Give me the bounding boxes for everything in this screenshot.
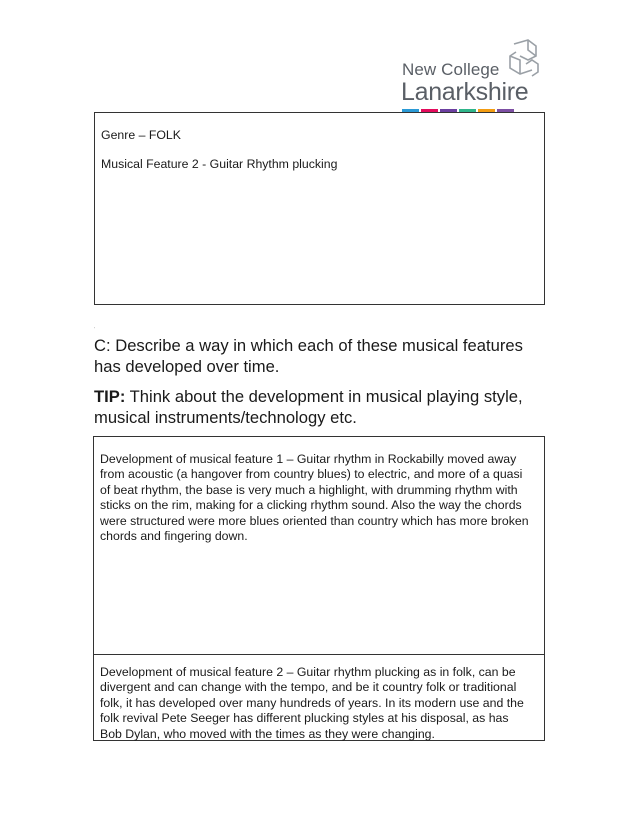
question-line-2: has developed over time.	[94, 357, 280, 376]
logo-text-new-college: New College	[402, 60, 500, 79]
answer-divider	[94, 654, 544, 655]
tip-line-1	[94, 386, 523, 407]
tip-label: TIP:	[94, 387, 126, 406]
genre-text: Genre – FOLK	[101, 128, 181, 142]
tip-text-1: Think about the development in musical playing style,	[125, 387, 523, 406]
musical-feature-text: Musical Feature 2 - Guitar Rhythm plucking	[101, 157, 338, 171]
logo-text-lanarkshire: Lanarkshire	[401, 78, 529, 106]
question-line-1: C: Describe a way in which each of these musical features	[94, 336, 523, 355]
college-emblem-icon	[502, 38, 542, 78]
college-logo	[398, 38, 548, 114]
development-answer-box	[93, 436, 545, 741]
genre-feature-box	[94, 112, 545, 305]
tip-line-2: musical instruments/technology etc.	[94, 408, 357, 427]
stray-mark: '	[94, 327, 95, 333]
feature-1-development-text: Development of musical feature 1 – Guitar rhythm in Rockabilly moved away from acoustic (a hangover from country blues) to electric, and more of a quasi of beat rhythm, the base is very much a highlight, with drumming rhythm with sticks on the rim, making for a clicking rhythm sound. Also the way the chords were structured were more blues oriented than country which has more broken chords and fingering down.	[100, 452, 529, 544]
feature-2-development-text: Development of musical feature 2 – Guitar rhythm plucking as in folk, can be divergent and can change with the tempo, and be it country folk or traditional folk, it has developed over many hundreds of years. In its modern use and the folk revival Pete Seeger has different plucking styles at his disposal, as has Bob Dylan, who moved with the times as they were changing.	[100, 665, 524, 741]
